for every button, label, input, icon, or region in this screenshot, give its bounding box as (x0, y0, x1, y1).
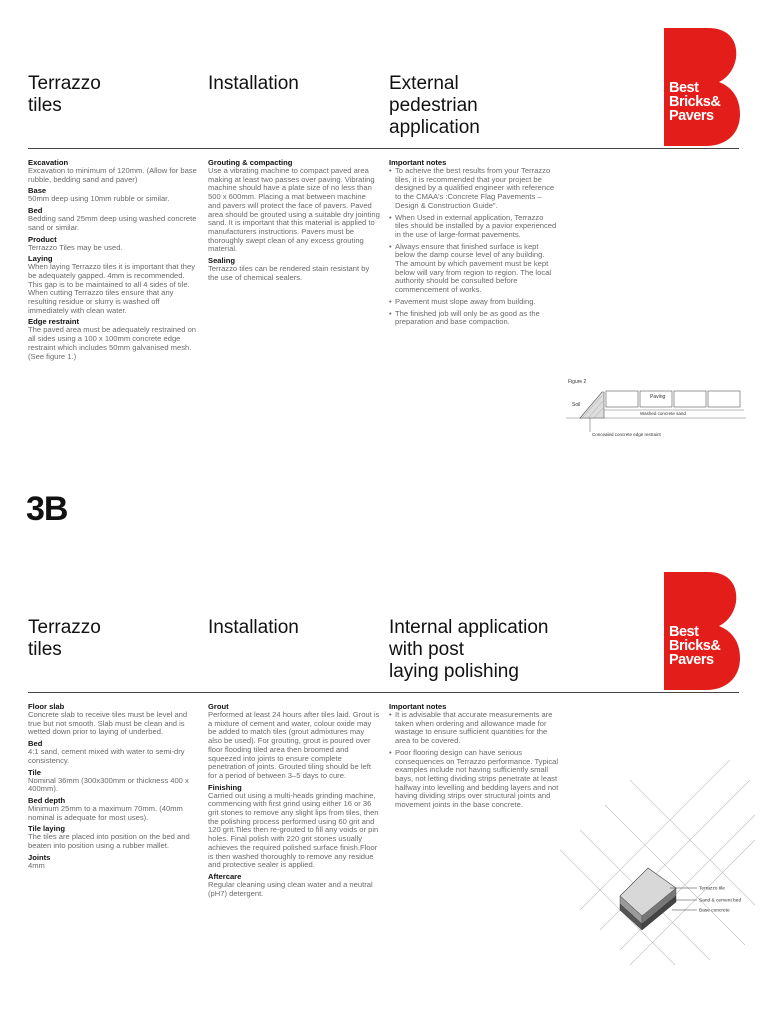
diagram-label-tile: Terrazzo tile (699, 886, 725, 892)
note-item: • To acheive the best results from your Terrazzo tiles, it is recommended that your project be designed by a qualified engineer with reference to the CMAA's :Concrete Flag Pavements – Design & Construction Guide". (389, 167, 559, 211)
section-text: 50mm deep using 10mm rubble or similar. (28, 194, 170, 204)
diagram-label-concrete: Base concrete (699, 908, 730, 914)
section-number: 3B (26, 490, 68, 528)
bottom-column-notes (389, 700, 559, 813)
note-item: • Poor flooring design can have serious consequences on Terrazzo performance. Typical examples include not having sufficiently small bays, not letting dividing strips penetrate at least halfway into levelling and bedding layers and not having dividing strips over structural joints and movement joints in the base concrete. (389, 749, 559, 810)
section-heading: Bed depth (28, 795, 66, 805)
brand-line-1: Best (669, 80, 699, 96)
section-heading: Excavation (28, 158, 69, 167)
diagram-label-bed: Sand & cement bed (699, 898, 742, 904)
brand-logo-bottom (664, 572, 744, 690)
brand-line-1: Best (669, 624, 699, 640)
section-text: The tiles are placed into position on the bed and beaten into position using a rubber mallet. (28, 832, 190, 851)
top-column-notes (389, 156, 559, 330)
section-text: Use a vibrating machine to compact paved area making at least two passes over paving. Vibrating machine should have a plate size of no less than 500 x 600mm. Placing a mat between machine and pavers will protect the face of pavers. Paved area should be grouted using a suitable dry jointing sand. It is important that this material is applied to manufacturers instructions. Pavers must be thoroughly swept clean of any excess grouting material. (208, 166, 380, 254)
bottom-divider (28, 692, 739, 693)
section-text: Terrazzo Tiles may be used. (28, 242, 123, 252)
section-heading: Grouting & compacting (208, 158, 293, 167)
section-text: Excavation to minimum of 120mm. (Allow for base rubble, bedding sand and paver) (28, 166, 197, 184)
figure-2-paving-label: Paving (650, 394, 666, 400)
top-title-installation: Installation (208, 73, 299, 94)
brand-line-3: Pavers (669, 652, 714, 668)
note-item: • When Used in external application, Terrazzo tiles should be installed by a pavior experienced in the use of large-format pavements. (389, 214, 559, 240)
bottom-column-2 (208, 700, 380, 899)
section-text: The paved area must be adequately restrained on all sides using a 100 x 100mm concrete edge restraint which includes 50mm galvanised mesh. (See figure 1.) (28, 325, 197, 361)
bottom-column-1 (28, 700, 200, 871)
top-divider (28, 148, 739, 149)
bottom-title-application: Internal application with post laying polishing (389, 617, 549, 682)
section-text: Concrete slab to receive tiles must be level and true but not smooth. Slab must be clean and is wetted down prior to laying of underbed. (28, 710, 188, 737)
tile-section-diagram (560, 760, 760, 970)
figure-2-sand-label: Washed concrete sand (640, 411, 686, 416)
brand-logo-top (664, 28, 744, 146)
section-heading: Base (28, 186, 47, 196)
notes-heading: Important notes (389, 158, 447, 167)
brand-line-2: Bricks& (669, 638, 721, 654)
top-column-1 (28, 156, 200, 362)
section-text: When laying Terrazzo tiles it is important that they be adequately gapped. 4mm is recommended. This gap is to be maintained to all 4 sides of tile. When cutting Terrazzo tiles ensure that any resulting residue or slurry is washed off immediately with clean water. (28, 262, 195, 315)
figure-2-diagram (566, 374, 746, 444)
note-item: • It is advisable that accurate measurements are taken when ordering and allowance made for wastage to ensure sufficient quantities for the area to be covered. (389, 711, 559, 746)
section-heading: Bed (28, 206, 43, 216)
top-column-2 (208, 156, 380, 283)
section-heading: Edge restraint (28, 317, 80, 327)
brand-line-3: Pavers (669, 108, 714, 124)
bottom-title-product: Terrazzo tiles (28, 617, 101, 660)
section-heading: Tile laying (28, 824, 65, 834)
section-text: Terrazzo tiles can be rendered stain resistant by the use of chemical sealers. (208, 264, 370, 282)
figure-2-title: Figure 2 (568, 379, 587, 385)
note-item: • The finished job will only be as good as the preparation and base compaction. (389, 310, 559, 327)
section-heading: Bed (28, 739, 43, 749)
section-heading: Grout (208, 702, 229, 711)
notes-heading: Important notes (389, 702, 447, 711)
note-item: • Always ensure that finished surface is kept below the damp course level of any building. The amount by which pavement must be kept below will vary from region to region. The local authority should be consulted before commencement of works. (389, 243, 559, 295)
section-heading: Laying (28, 254, 53, 264)
figure-2-edge-label: Concealed concrete edge restraint (592, 432, 661, 437)
section-heading: Product (28, 234, 57, 244)
figure-2-soil-label: Soil (572, 402, 581, 408)
section-heading: Tile (28, 767, 41, 777)
top-title-application: External pedestrian application (389, 73, 480, 138)
section-heading: Sealing (208, 256, 236, 266)
section-text: Performed at least 24 hours after tiles laid. Grout is a mixture of cement and water, colour oxide may be added to match tiles (grout admixtures may also be used). For grouting, grout is poured over floor flooding tiled area then broomed and squeezed into joints to ensure complete penetration of joints. Grouted tiling should be left for a period of between 3–5 days to cure. (208, 710, 380, 780)
section-text: Carried out using a multi-heads grinding machine, commencing with first grind using either 16 or 36 grit stones to remove any slight lips from tiles, then the polishing process performed using 60 grit and 120 grit.Tiles then re-grouted to fill any voids or pin holes. Final polish with 220 grit stones usually achieves the required polished surface finish.Floor is then washed thoroughly to remove any residue and protective sealer is applied. (208, 790, 379, 870)
brand-line-2: Bricks& (669, 94, 721, 110)
section-text: 4:1 sand, cement mixed with water to semi-dry consistency. (28, 747, 185, 765)
top-title-product: Terrazzo tiles (28, 73, 101, 116)
section-heading: Aftercare (208, 871, 242, 881)
section-heading: Finishing (208, 782, 242, 792)
note-item: • Pavement must slope away from building. (389, 298, 559, 307)
section-text: Bedding sand 25mm deep using washed concrete sand or similar. (28, 214, 197, 232)
section-heading: Joints (28, 852, 51, 862)
section-text: Regular cleaning using clean water and a neutral (pH7) detergent. (208, 879, 373, 898)
section-text: 4mm (28, 860, 45, 870)
section-text: Minimum 25mm to a maximum 70mm. (40mm nominal is adequate for most uses). (28, 803, 183, 822)
section-text: Nominal 36mm (300x300mm or thickness 400 x 400mm). (28, 775, 189, 794)
bottom-title-installation: Installation (208, 617, 299, 638)
section-heading: Floor slab (28, 702, 65, 711)
